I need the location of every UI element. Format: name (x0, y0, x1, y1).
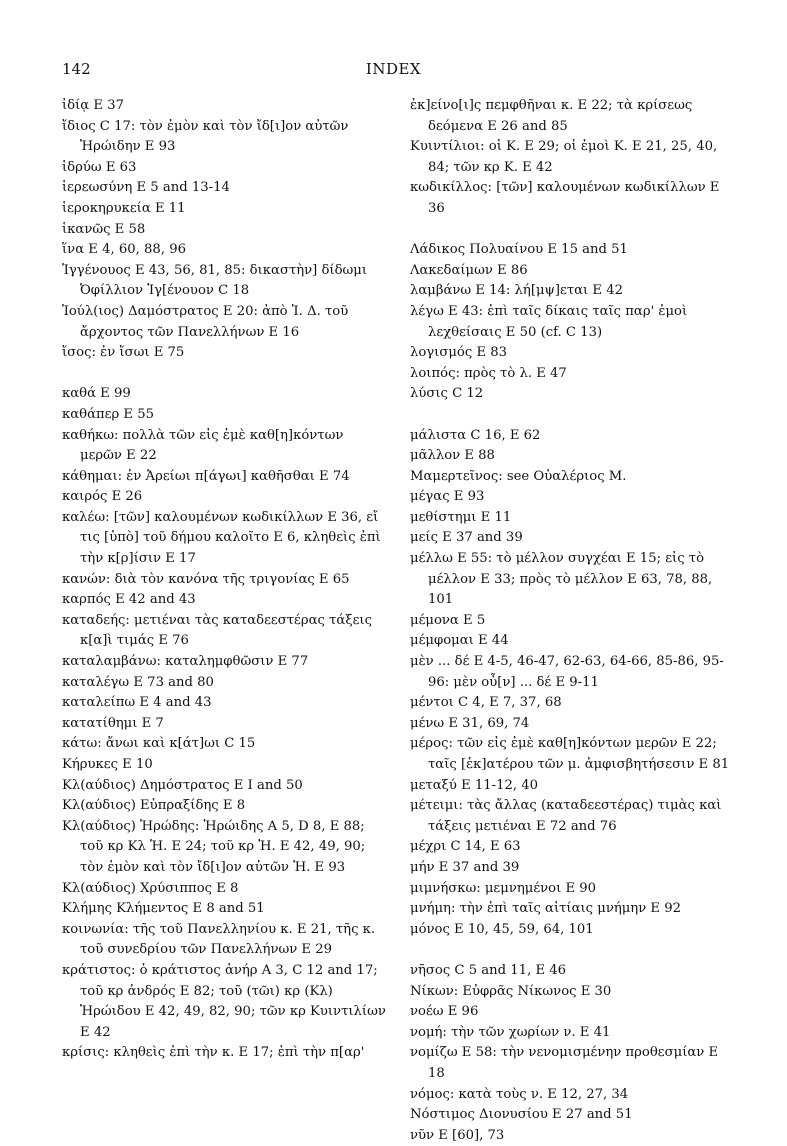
index-entry: καταδεής: μετιέναι τὰς καταδεεστέρας τάξεις κ[α]ὶ τιμάς E 76 (62, 612, 372, 649)
index-entry: νοέω E 96 (410, 1004, 479, 1020)
index-entry: μνήμη: τὴν ἐπὶ ταῖς αἰτίαις μνήμην E 92 (410, 901, 682, 917)
index-entry: Ἰγγένουος E 43, 56, 81, 85: δικαστὴν] δίδωμι Ὀφίλλιον Ἰγ[ένουον C 18 (62, 262, 368, 299)
index-entry: μάλιστα C 16, E 62 (410, 427, 541, 443)
index-entry: νῦν E [60], 73 (410, 1127, 505, 1143)
index-entry: λοιπός: πρὸς τὸ λ. E 47 (410, 365, 567, 381)
index-entry: νομή: τὴν τῶν χωρίων ν. E 41 (410, 1024, 611, 1040)
index-entry: ἐκ]είνο[ι]ς πεμφθῆναι κ. E 22; τὰ κρίσεως δεόμενα E 26 and 85 (410, 98, 693, 134)
index-entry: καταλέγω E 73 and 80 (62, 674, 214, 690)
index-entry: λογισμός E 83 (410, 345, 508, 361)
index-entry: μήν E 37 and 39 (410, 859, 520, 875)
index-entry: Κυιντίλιοι: οἱ Κ. E 29; οἱ ἐμοὶ Κ. E 21, 25, 40, 84; τῶν κρ Κ. E 42 (410, 139, 718, 175)
index-entry: λέγω E 43: ἐπὶ ταῖς δίκαις ταῖς παρ' ἐμοὶ λεχθείσαις E 50 (cf. C 13) (410, 303, 688, 340)
index-entry: λύσις C 12 (410, 386, 484, 402)
index-entry: ἴδιος C 17: τὸν ἐμὸν καὶ τὸν ἴδ[ι]ον αὐτῶν Ἡρώιδην E 93 (62, 118, 349, 155)
section-gap (62, 364, 388, 385)
index-entry: κοινωνία: τῆς τοῦ Πανελληνίου κ. E 21, τῆς κ. τοῦ συνεδρίου τῶν Πανελλήνων E 29 (62, 921, 376, 958)
index-entry: ἵνα E 4, 60, 88, 96 (62, 242, 186, 258)
index-entry: ἱεροκηρυκεία E 11 (62, 200, 186, 216)
index-entry: μέχρι C 14, E 63 (410, 839, 521, 855)
index-entry: Μαμερτεῖνος: see Οὐαλέριος Μ. (410, 468, 627, 484)
index-entry: μείς E 37 and 39 (410, 530, 523, 546)
index-entry: ἱκανῶς E 58 (62, 221, 146, 237)
index-entry: Νίκων: Εὐφρᾶς Νίκωνος E 30 (410, 983, 612, 999)
index-entry: Κλήμης Κλήμεντος E 8 and 51 (62, 901, 265, 917)
index-entry: μεταξύ E 11-12, 40 (410, 777, 539, 793)
index-entry: μέμφομαι E 44 (410, 633, 509, 649)
index-entry: κάθημαι: ἐν Ἀρείωι π[άγωι] καθῆσθαι E 74 (62, 468, 350, 484)
index-entry: νόμος: κατὰ τοὺς ν. E 12, 27, 34 (410, 1086, 629, 1102)
section-gap (410, 940, 736, 961)
index-entry: καθήκω: πολλὰ τῶν εἰς ἐμὲ καθ[η]κόντων μερῶν E 22 (62, 427, 344, 464)
index-entry: καθάπερ E 55 (62, 406, 155, 422)
index-entry: μιμνήσκω: μεμνημένοι E 90 (410, 880, 597, 896)
index-entry: κατατίθημι E 7 (62, 715, 164, 731)
index-entry: Κήρυκες E 10 (62, 757, 153, 772)
index-entry: μέλλω E 55: τὸ μέλλον συγχέαι E 15; εἰς τὸ μέλλον E 33; πρὸς τὸ μέλλον E 63, 78, 88, 101 (410, 551, 713, 608)
index-entry: Κλ(αύδιος) Δημόστρατος E I and 50 (62, 777, 303, 793)
index-entry: μὲν ... δέ E 4-5, 46-47, 62-63, 64-66, 85-86, 95-96: μὲν οὖ[ν] ... δέ E 9-11 (410, 654, 724, 690)
index-entry: μόνος E 10, 45, 59, 64, 101 (410, 921, 594, 937)
index-entry: κάτω: ἄνωι καὶ κ[άτ]ωι C 15 (62, 736, 256, 752)
index-entry: μεθίστημι E 11 (410, 509, 512, 525)
running-head: INDEX (365, 60, 422, 78)
index-entry: καθά E 99 (62, 386, 131, 402)
index-column-right (410, 96, 736, 1146)
index-entry: Κλ(αύδιος) Εὐπραξίδης E 8 (62, 798, 246, 814)
index-column-left (62, 96, 388, 1064)
index-entry: κρίσις: κληθεὶς ἐπὶ τὴν κ. E 17; ἐπὶ τὴν π[αρ' (62, 1045, 365, 1061)
index-entry: καρπός E 42 and 43 (62, 592, 196, 608)
index-entry: μέντοι C 4, E 7, 37, 68 (410, 695, 562, 711)
index-entry: κανών: διὰ τὸν κανόνα τῆς τριγονίας E 65 (62, 571, 350, 587)
index-entry: καταλείπω E 4 and 43 (62, 695, 212, 711)
index-entry: Λάδικος Πολυαίνου E 15 and 51 (410, 242, 628, 258)
index-entry: Κλ(αύδιος) Χρύσιππος E 8 (62, 880, 239, 896)
index-entry: καιρός E 26 (62, 489, 143, 505)
index-entry: ἴσος: ἐν ἴσωι E 75 (62, 345, 185, 361)
section-gap (410, 220, 736, 241)
index-entry: λαμβάνω E 14: λή[μψ]εται E 42 (410, 283, 624, 299)
page-header (62, 60, 725, 84)
page-number: 142 (62, 60, 91, 78)
index-entry: ἱδρύω E 63 (62, 159, 137, 175)
index-entry: κράτιστος: ὁ κράτιστος ἀνήρ A 3, C 12 and 17; τοῦ κρ ἀνδρός E 82; τοῦ (τῶι) κρ (Κλ) Ἡρώιδου E 42, 49, 82, 90; τῶν κρ Κυιντιλίων E 42 (62, 962, 386, 1040)
index-entry: μέμονα E 5 (410, 612, 486, 628)
index-entry: μέρος: τῶν εἰς ἐμὲ καθ[η]κόντων μερῶν E 22; ταῖς [ἑκ]ατέρου τῶν μ. ἀμφισβητήσεσιν E 81 (410, 736, 730, 772)
index-entry: καταλαμβάνω: καταλημφθῶσιν E 77 (62, 654, 309, 670)
index-entry: ἱερεωσύνη E 5 and 13-14 (62, 180, 230, 196)
index-entry: νῆσος C 5 and 11, E 46 (410, 962, 567, 978)
section-gap (410, 405, 736, 426)
index-entry: ἰδίᾳ E 37 (62, 98, 124, 113)
index-entry: κωδικίλλος: [τῶν] καλουμένων κωδικίλλων E 36 (410, 180, 720, 216)
index-entry: Κλ(αύδιος) Ἡρώδης: Ἡρώιδης A 5, D 8, E 88; τοῦ κρ Κλ Ἡ. E 24; τοῦ κρ Ἡ. E 42, 49, 90; τὸν ἐμὸν καὶ τὸν ἴδ[ι]ον αὐτῶν Ἡ. E 93 (62, 818, 366, 875)
index-entry: καλέω: [τῶν] καλουμένων κωδικίλλων E 36, εἴ τις [ὑπὸ] τοῦ δήμου καλοῖτο E 6, κληθεὶς ἐπὶ τὴν κ[ρ]ίσιν E 17 (62, 509, 381, 567)
index-entry: νομίζω E 58: τὴν νενομισμένην προθεσμίαν E 18 (410, 1045, 719, 1081)
index-entry: Ἰούλ(ιος) Δαμόστρατος E 20: ἀπὸ Ἰ. Δ. τοῦ ἄρχοντος τῶν Πανελλήνων E 16 (62, 303, 349, 340)
index-entry: Νόστιμος Διονυσίου E 27 and 51 (410, 1107, 633, 1123)
index-entry: μένω E 31, 69, 74 (410, 715, 530, 731)
index-entry: μᾶλλον E 88 (410, 448, 495, 464)
index-entry: μέγας E 93 (410, 489, 485, 505)
index-entry: Λακεδαίμων E 86 (410, 262, 528, 278)
index-entry: μέτειμι: τὰς ἄλλας (καταδεεστέρας) τιμὰς καὶ τάξεις μετιέναι E 72 and 76 (410, 798, 722, 834)
